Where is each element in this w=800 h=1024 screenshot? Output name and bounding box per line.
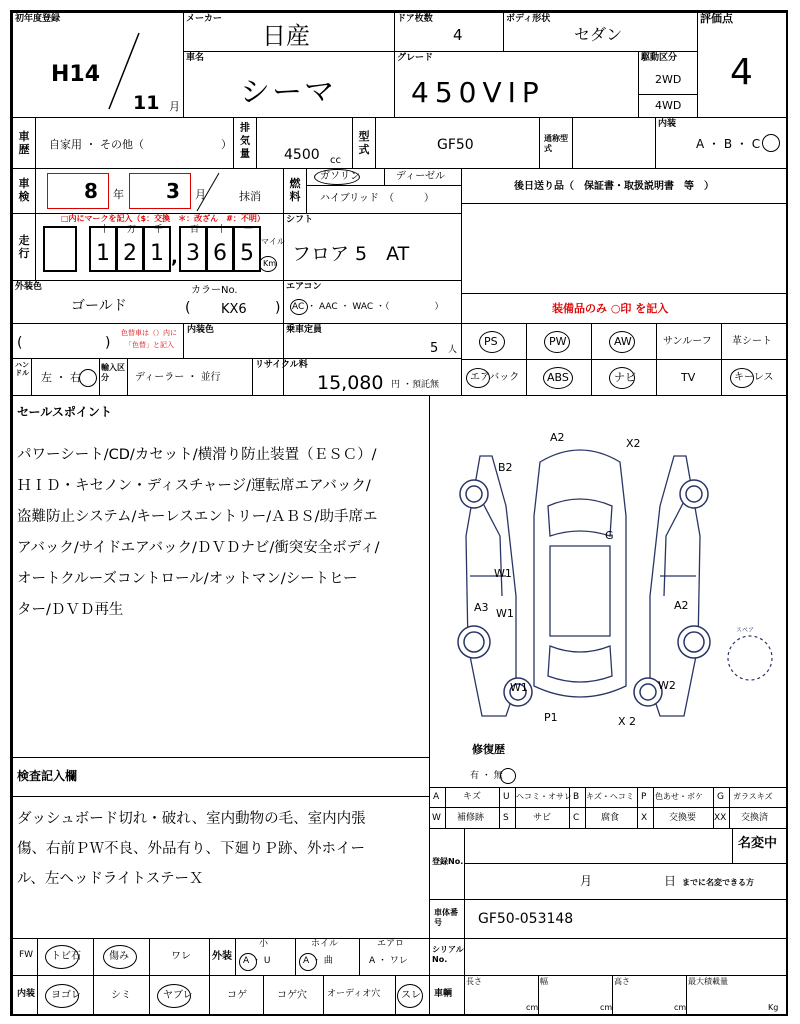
maker-cell bbox=[183, 12, 395, 52]
damage-mark: A3 bbox=[474, 601, 489, 614]
insp-year-unit: 年 bbox=[113, 188, 124, 201]
mileage-digit: 5 bbox=[240, 241, 254, 266]
first-registration-cell bbox=[12, 12, 184, 118]
inspection-line: ル、左ヘッドライトステーＸ bbox=[17, 871, 204, 887]
color-change-note-1: 色替車は（）内に bbox=[121, 329, 177, 337]
sales-line: オートクルーズコントロール/オットマン/シートヒー bbox=[17, 571, 358, 587]
aero-value: A ・ ワレ bbox=[369, 956, 408, 966]
drive-label: 駆動区分 bbox=[641, 53, 678, 63]
equipment-item: ナビ bbox=[591, 359, 657, 396]
first-reg-year: H14 bbox=[51, 62, 101, 87]
damage-mark: A2 bbox=[674, 599, 689, 612]
equipment-item: PS bbox=[461, 323, 527, 360]
mileage-digit: 1 bbox=[96, 241, 110, 266]
history-label: 車歴 bbox=[18, 130, 30, 156]
reg-no-label: 登録No. bbox=[432, 857, 464, 866]
serial-box bbox=[429, 938, 788, 976]
equipment-header-cell bbox=[461, 293, 788, 324]
legend-desc: ガラスキズ bbox=[733, 792, 773, 801]
sales-line: ター/ＤＶＤ再生 bbox=[17, 602, 124, 618]
deregistered: 抹消 bbox=[239, 190, 261, 203]
legend-desc: 交換要 bbox=[669, 813, 697, 823]
insp-month: 3 bbox=[166, 179, 180, 203]
score-value: 4 bbox=[730, 52, 753, 93]
drive-2wd: 2WD bbox=[655, 73, 682, 86]
car-name-label: 車名 bbox=[186, 53, 205, 63]
mileage-digit-box-4: 百 3 bbox=[179, 226, 207, 272]
reg-day: 日 bbox=[664, 874, 677, 888]
legend-desc: キズ・ヘコミ bbox=[586, 792, 634, 801]
month-unit: 月 bbox=[169, 100, 180, 113]
car-name-cell bbox=[183, 51, 395, 118]
fuel-gas: ガソリン bbox=[320, 171, 360, 182]
history-close: ） bbox=[221, 138, 232, 151]
damage-mark: G bbox=[605, 529, 614, 542]
fw-item: ワレ bbox=[171, 951, 191, 962]
equipment-item: TV bbox=[656, 359, 722, 396]
equipment-item: PW bbox=[526, 323, 592, 360]
mileage-digit: 1 bbox=[150, 241, 164, 266]
damage-mark: X2 bbox=[626, 437, 641, 450]
drive-cell bbox=[638, 51, 698, 118]
grade-value: 450VIP bbox=[411, 76, 545, 109]
model-label: 型式 bbox=[358, 130, 370, 156]
displacement-label: 排気量 bbox=[240, 123, 250, 160]
legend-code: B bbox=[573, 792, 580, 802]
selected-grade-circle bbox=[762, 134, 780, 152]
damage-legend bbox=[429, 787, 788, 829]
length-unit: cm bbox=[526, 1003, 539, 1012]
damage-mark: W1 bbox=[494, 567, 512, 580]
model-value: GF50 bbox=[437, 137, 474, 153]
fw-item: 傷み bbox=[109, 951, 129, 962]
handle-value: 左 ・ 右 bbox=[41, 371, 81, 384]
interior-item: オーディオ穴 bbox=[327, 989, 381, 999]
aircon-circle bbox=[290, 299, 308, 315]
damage-mark: W2 bbox=[658, 679, 676, 692]
history-value: 自家用 ・ その他（ bbox=[49, 138, 144, 151]
common-model-label: 通称型式 bbox=[544, 134, 568, 153]
height-unit: cm bbox=[674, 1003, 687, 1012]
small-value: A ・ U bbox=[243, 956, 271, 966]
recycle-cell bbox=[252, 358, 462, 396]
insp-month-unit: 月 bbox=[195, 188, 206, 201]
legend-desc: 腐食 bbox=[601, 813, 620, 823]
capacity-value: 5 bbox=[430, 341, 439, 356]
weight-unit: Kg bbox=[768, 1003, 779, 1012]
interior-grade-options: A ・ B ・ C bbox=[696, 137, 761, 151]
interior-row bbox=[12, 975, 430, 1016]
reg-month: 月 bbox=[580, 874, 593, 888]
sales-line: 盗難防止システム/キーレスエントリー/ＡＢＳ/助手席エ bbox=[17, 509, 378, 525]
repair-none-circle bbox=[500, 768, 516, 784]
length-label: 長さ bbox=[466, 977, 482, 986]
common-model-cell bbox=[539, 117, 656, 169]
insp-month-box bbox=[129, 173, 191, 209]
registration-box bbox=[429, 828, 788, 900]
interior-color-label: 内装色 bbox=[187, 325, 215, 335]
mileage-digit-box-6: 一 5 bbox=[233, 226, 261, 272]
chassis-label: 車体番号 bbox=[434, 908, 458, 927]
recycle-fee: 15,080 bbox=[317, 372, 384, 394]
model-cell bbox=[352, 117, 540, 169]
fuel-gas-circle bbox=[314, 169, 360, 185]
aircon-options: AC ・ AAC ・ WAC ・（ ） bbox=[292, 302, 444, 312]
delivery-items-cell bbox=[461, 168, 788, 294]
legend-desc: 色あせ・ボケ bbox=[655, 792, 703, 801]
color-change-note-2: 「色替」と記入 bbox=[125, 341, 174, 349]
equipment-item: ABS bbox=[526, 359, 592, 396]
handle-label: ハンドル bbox=[15, 361, 29, 377]
mileage-unit-km: Km bbox=[263, 259, 277, 268]
auction-sheet bbox=[10, 10, 788, 1016]
damage-mark: P1 bbox=[544, 711, 558, 724]
width-unit: cm bbox=[600, 1003, 613, 1012]
height-label: 高さ bbox=[614, 977, 630, 986]
equipment-item: エアバック bbox=[461, 359, 527, 396]
sales-points-text bbox=[17, 448, 379, 634]
recycle-unit: 円 bbox=[391, 380, 401, 390]
interior-grade-label: 内装 bbox=[658, 119, 677, 129]
interior-label: 内装 bbox=[17, 989, 36, 999]
dims-label: 車輌 bbox=[434, 989, 453, 999]
mileage-unit-mile: マイル bbox=[261, 237, 285, 246]
mileage-digit-box-2: 万 2 bbox=[116, 226, 144, 272]
interior-item: スレ bbox=[401, 990, 421, 1001]
import-label: 輸入区分 bbox=[101, 363, 125, 382]
import-value: ディーラー ・ 並行 bbox=[135, 372, 221, 383]
inspection-line: ダッシュボード切れ・破れ、室内動物の毛、室内内張 bbox=[17, 811, 366, 827]
car-diagram-box bbox=[429, 395, 788, 788]
fw-label: FW bbox=[19, 950, 34, 960]
equipment-item: 革シート bbox=[721, 323, 788, 360]
legend-desc: 補修跡 bbox=[457, 813, 485, 823]
weight-label: 最大積載量 bbox=[688, 977, 728, 986]
recycle-deposit: ・預託無 bbox=[403, 380, 440, 390]
maker-label: メーカー bbox=[186, 14, 222, 24]
inspection-line: 傷、右前ＰＷ不良、外品有り、下廻りＰ跡、外ホイー bbox=[17, 841, 365, 857]
legend-desc: 交換済 bbox=[741, 813, 769, 823]
legend-code: S bbox=[503, 813, 509, 823]
name-change: 名変中 bbox=[738, 836, 778, 851]
mileage-separator: , bbox=[171, 247, 178, 268]
legend-code: X bbox=[641, 813, 648, 823]
score-cell bbox=[697, 12, 788, 118]
legend-code: C bbox=[573, 813, 580, 823]
capacity-cell bbox=[283, 323, 462, 359]
grade-label: グレード bbox=[397, 53, 434, 63]
first-reg-month: 11 bbox=[133, 92, 160, 114]
inspection-notes-box bbox=[12, 757, 430, 939]
equipment-grid bbox=[461, 323, 788, 396]
legend-desc: ヘコミ・オサレ bbox=[516, 792, 572, 801]
insp-year-box bbox=[47, 173, 109, 209]
equipment-item: キーレス bbox=[721, 359, 788, 396]
history-cell bbox=[12, 117, 234, 169]
aero-label: エアロ bbox=[377, 939, 405, 949]
interior-item: コゲ bbox=[227, 990, 247, 1001]
legend-code: G bbox=[717, 792, 724, 802]
damage-mark: A2 bbox=[550, 431, 565, 444]
mileage-digit: 6 bbox=[213, 241, 227, 266]
delivery-label: 後日送り品（ 保証書・取扱説明書 等 ） bbox=[514, 181, 714, 192]
insp-year: 8 bbox=[84, 179, 98, 203]
doors-label: ドア枚数 bbox=[397, 14, 433, 24]
name-change-deadline: までに名変できる方 bbox=[682, 878, 754, 887]
legend-code: U bbox=[503, 792, 510, 802]
doors-value: 4 bbox=[453, 26, 463, 44]
inspection-notes-title: 検査記入欄 bbox=[17, 769, 78, 783]
mileage-digit-box-0 bbox=[43, 226, 77, 272]
legend-desc: サビ bbox=[533, 813, 552, 823]
wheel-value: A ・ 曲 bbox=[303, 956, 333, 966]
body-cell bbox=[503, 12, 698, 52]
exterior-color-value: ゴールド bbox=[71, 298, 127, 314]
aircon-label: エアコン bbox=[286, 282, 322, 292]
exterior-color-cell: 外装色 ゴールド カラーNo. ( KX6 ) bbox=[12, 280, 284, 324]
chassis-value: GF50-053148 bbox=[478, 911, 574, 927]
damage-mark: B2 bbox=[498, 461, 513, 474]
equipment-header: 装備品のみ ○印 を記入 bbox=[552, 302, 669, 315]
width-label: 幅 bbox=[540, 977, 548, 986]
color-no-label: カラーNo. bbox=[191, 285, 238, 296]
sales-points-box bbox=[12, 395, 430, 758]
repair-label: 修復歴 bbox=[472, 743, 505, 756]
fuel-diesel: ディーゼル bbox=[396, 171, 445, 182]
displacement-unit: cc bbox=[330, 155, 341, 166]
inspection-label: 車検 bbox=[18, 177, 30, 203]
km-circle bbox=[259, 256, 277, 272]
grade-cell bbox=[394, 51, 639, 118]
fuel-hybrid: ハイブリッド bbox=[320, 193, 379, 204]
handle-circle bbox=[79, 369, 97, 387]
sales-line: パワーシート/CD/カセット/横滑り防止装置（ＥＳＣ）/ bbox=[17, 447, 377, 463]
mileage-digit: 2 bbox=[123, 241, 137, 266]
spare-label: スペア bbox=[736, 627, 755, 634]
score-label: 評価点 bbox=[700, 12, 733, 25]
mileage-label: 走行 bbox=[18, 234, 30, 260]
car-name-value: シーマ bbox=[240, 75, 336, 110]
damage-mark: W1 bbox=[510, 681, 528, 694]
mileage-cell bbox=[12, 213, 284, 281]
body-value: セダン bbox=[574, 25, 623, 44]
legend-code: XX bbox=[714, 813, 727, 823]
small-label: 小 bbox=[259, 939, 269, 949]
exterior-color-label: 外装色 bbox=[15, 282, 43, 292]
equipment-item: サンルーフ bbox=[656, 323, 722, 360]
chassis-box bbox=[429, 899, 788, 939]
fw-item: トビ石 bbox=[51, 951, 81, 962]
legend-code: W bbox=[432, 813, 441, 823]
equipment-item: AW bbox=[591, 323, 657, 360]
handle-import-cell bbox=[12, 358, 284, 396]
fuel-cell bbox=[283, 168, 462, 214]
capacity-label: 乗車定員 bbox=[286, 325, 323, 335]
wheel-label: ホイル bbox=[311, 939, 339, 949]
legend-code: P bbox=[641, 792, 647, 802]
body-label: ボディ形状 bbox=[506, 14, 551, 24]
dimensions-box bbox=[429, 975, 788, 1016]
sales-points-title: セールスポイント bbox=[17, 405, 112, 419]
shift-value: フロア 5 AT bbox=[292, 243, 410, 265]
doors-cell bbox=[394, 12, 504, 52]
interior-item: コゲ穴 bbox=[277, 990, 307, 1001]
mileage-digit: 3 bbox=[186, 241, 200, 266]
inspection-notes-text bbox=[17, 812, 366, 902]
interior-grade-cell bbox=[655, 117, 788, 169]
legend-desc: キズ bbox=[463, 792, 481, 802]
mileage-digit-box-5: 十 6 bbox=[206, 226, 234, 272]
displacement-value: 4500 bbox=[284, 147, 320, 163]
sales-line: ＨＩＤ・キセノン・ディスチャージ/運転席エアバック/ bbox=[17, 478, 371, 494]
serial-label: シリアルNo. bbox=[432, 945, 464, 964]
shift-cell bbox=[283, 213, 462, 281]
displacement-cell bbox=[233, 117, 353, 169]
maker-value: 日産 bbox=[262, 22, 310, 50]
repair-value: 有 ・ 無 bbox=[470, 771, 503, 781]
interior-item: ヨゴレ bbox=[51, 990, 81, 1001]
inspection-cell bbox=[12, 168, 284, 214]
drive-4wd: 4WD bbox=[655, 99, 682, 112]
mileage-note: □内にマークを記入（$：交換 ＊：改ざん #：不明） bbox=[61, 214, 265, 223]
fw-row bbox=[12, 938, 430, 976]
legend-code: A bbox=[433, 792, 440, 802]
fuel-label: 燃料 bbox=[289, 177, 301, 203]
fuel-other: （ ） bbox=[384, 193, 434, 204]
color-change-cell: ( ) 色替車は（）内に 「色替」と記入 内装色 bbox=[12, 323, 284, 359]
shift-label: シフト bbox=[286, 215, 314, 225]
interior-item: シミ bbox=[111, 990, 131, 1001]
damage-mark: X 2 bbox=[618, 715, 637, 728]
aircon-cell bbox=[283, 280, 462, 324]
car-outline-diagram bbox=[430, 396, 787, 787]
sales-line: アバック/サイドエアバック/ＤＶＤナビ/衝突安全ボディ/ bbox=[17, 540, 380, 556]
capacity-unit: 人 bbox=[448, 345, 458, 355]
exterior-label: 外装 bbox=[212, 951, 232, 962]
first-reg-label: 初年度登録 bbox=[15, 14, 61, 24]
mileage-digit-box-3: 千 1 bbox=[143, 226, 171, 272]
recycle-label: リサイクル料 bbox=[255, 360, 308, 370]
color-no-value: KX6 bbox=[221, 302, 247, 317]
mileage-digit-box-1: 十 1 bbox=[89, 226, 117, 272]
damage-mark: W1 bbox=[496, 607, 514, 620]
interior-item: ヤブレ bbox=[163, 990, 193, 1001]
